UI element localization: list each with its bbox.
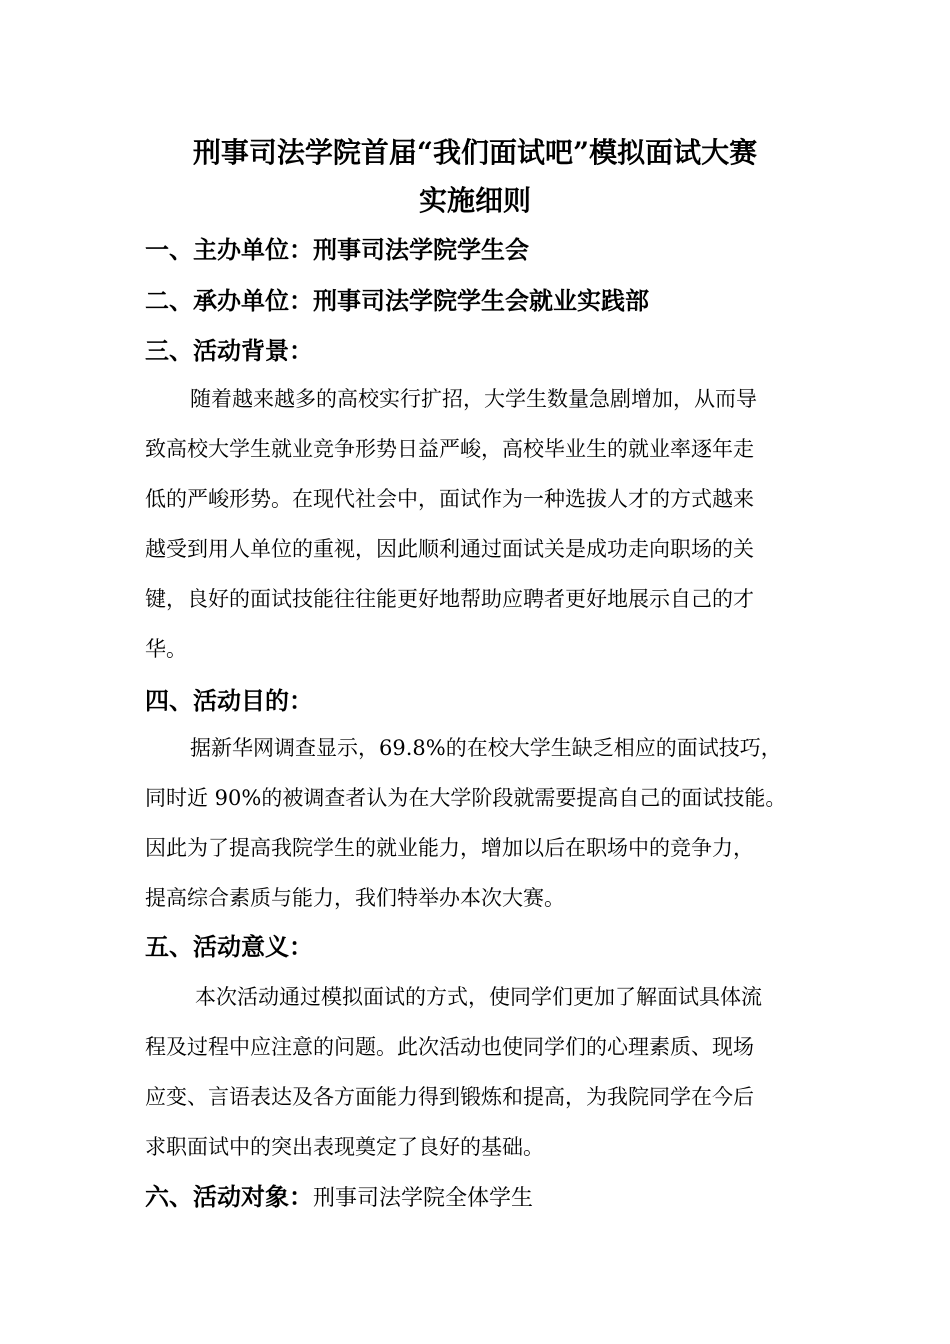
section-significance-heading: [145, 931, 313, 963]
paragraph-line: 应变、言语表达及各方面能力得到锻炼和提高，为我院同学在今后: [145, 1085, 754, 1109]
paragraph-line: 华。: [145, 637, 187, 661]
section-purpose-paragraph: [145, 723, 815, 923]
section-purpose-heading: [145, 685, 313, 717]
document-subtitle: 实施细则: [418, 184, 531, 217]
section-significance-paragraph: [145, 972, 815, 1172]
section-host: [145, 285, 649, 317]
section-background-paragraph: [145, 374, 815, 674]
paragraph-line: 本次活动通过模拟面试的方式，使同学们更加了解面试具体流: [195, 985, 762, 1009]
paragraph-line: 据新华网调查显示，69.8%的在校大学生缺乏相应的面试技巧，: [190, 736, 782, 760]
paragraph-line: 提高综合素质与能力，我们特举办本次大赛。: [145, 886, 565, 910]
paragraph-line: 随着越来越多的高校实行扩招，大学生数量急剧增加，从而导: [190, 387, 757, 411]
section-organizer-value: 刑事司法学院学生会: [313, 235, 529, 264]
paragraph-line: 键，良好的面试技能往往能更好地帮助应聘者更好地展示自己的才: [145, 587, 754, 611]
paragraph-line: 低的严峻形势。在现代社会中，面试作为一种选拔人才的方式越来: [145, 487, 754, 511]
section-purpose-label: 四、活动目的：: [145, 686, 313, 715]
paragraph-line: 同时近 90%的被调查者认为在大学阶段就需要提高自己的面试技能。: [145, 786, 787, 810]
section-audience-label: 六、活动对象：: [145, 1182, 313, 1211]
paragraph-line: 程及过程中应注意的问题。此次活动也使同学们的心理素质、现场: [145, 1035, 754, 1059]
paragraph-line: 越受到用人单位的重视，因此顺利通过面试关是成功走向职场的关: [145, 537, 754, 561]
section-audience-value: 刑事司法学院全体学生: [313, 1186, 534, 1211]
section-host-label: 二、承办单位：: [145, 286, 313, 315]
document-title: 刑事司法学院首届“我们面试吧”模拟面试大赛: [192, 136, 758, 169]
section-organizer-label: 一、主办单位：: [145, 235, 313, 264]
paragraph-line: 因此为了提高我院学生的就业能力，增加以后在职场中的竞争力，: [145, 836, 754, 860]
section-significance-label: 五、活动意义：: [145, 932, 313, 961]
section-host-value: 刑事司法学院学生会就业实践部: [313, 286, 649, 315]
section-background-heading: [145, 335, 313, 367]
paragraph-line: 求职面试中的突出表现奠定了良好的基础。: [145, 1135, 544, 1159]
section-background-label: 三、活动背景：: [145, 336, 313, 365]
section-audience: [145, 1181, 533, 1215]
paragraph-line: 致高校大学生就业竞争形势日益严峻，高校毕业生的就业率逐年走: [145, 437, 754, 461]
section-organizer: [145, 234, 529, 266]
